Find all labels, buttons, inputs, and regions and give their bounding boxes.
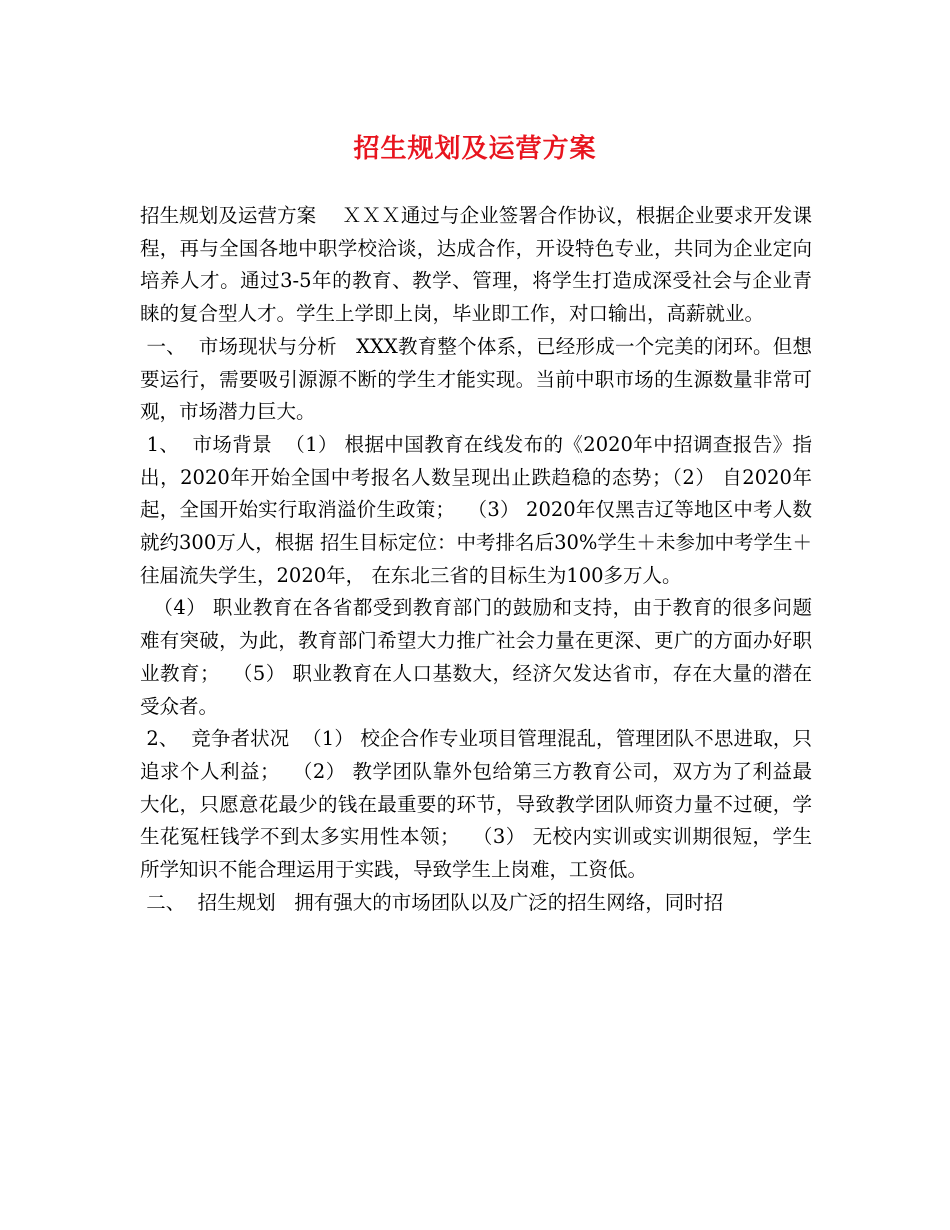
document-body xyxy=(140,200,812,919)
paragraph-enrollment-plan: 二、 招生规划 拥有强大的市场团队以及广泛的招生网络，同时招 xyxy=(140,890,724,914)
document-title: 招生规划及运营方案 xyxy=(353,134,597,164)
paragraph-market-background: 1、 市场背景 （1） 根据中国教育在线发布的《2020年中招调查报告》指出，2020年开始全国中考报名人数呈现出止跌趋稳的态势；（2） 自2020年起，全国开始实行取消溢价生政策； （3） 2020年仅黑吉辽等地区中考人数就约300万人，根据 招生目标定位：中考排名后30%学生＋未参加中考学生＋往届流失学生，2020年， 在东北三省的目标生为100多万人。 xyxy=(140,432,813,587)
paragraph-vocational-education: （4） 职业教育在各省都受到教育部门的鼓励和支持，由于教育的很多问题难有突破，为此，教育部门希望大力推广社会力量在更深、更广的方面办好职业教育； （5） 职业教育在人口基数大，经济欠发达省市，存在大量的潜在受众者。 xyxy=(140,596,812,718)
paragraph-intro: 招生规划及运营方案 ＸＸＸ通过与企业签署合作协议，根据企业要求开发课程，再与全国各地中职学校洽谈，达成合作，开设特色专业，共同为企业定向培养人才。通过3-5年的教育、教学、管理，将学生打造成深受社会与企业青睐的复合型人才。学生上学即上岗，毕业即工作，对口输出，高薪就业。 xyxy=(140,204,812,326)
paragraph-competitors: 2、 竞争者状况 （1） 校企合作专业项目管理混乱，管理团队不思进取，只追求个人利益； （2） 教学团队靠外包给第三方教育公司，双方为了利益最大化，只愿意花最少的钱在最重要的环节，导致教学团队师资力量不过硬，学生花冤枉钱学不到太多实用性本领； （3） 无校内实训或实训期很短，学生所学知识不能合理运用于实践，导致学生上岗难，工资低。 xyxy=(140,727,812,882)
paragraph-market-analysis: 一、 市场现状与分析 XXX教育整个体系，已经形成一个完美的闭环。但想要运行，需要吸引源源不断的学生才能实现。当前中职市场的生源数量非常可观，市场潜力巨大。 xyxy=(140,334,813,424)
